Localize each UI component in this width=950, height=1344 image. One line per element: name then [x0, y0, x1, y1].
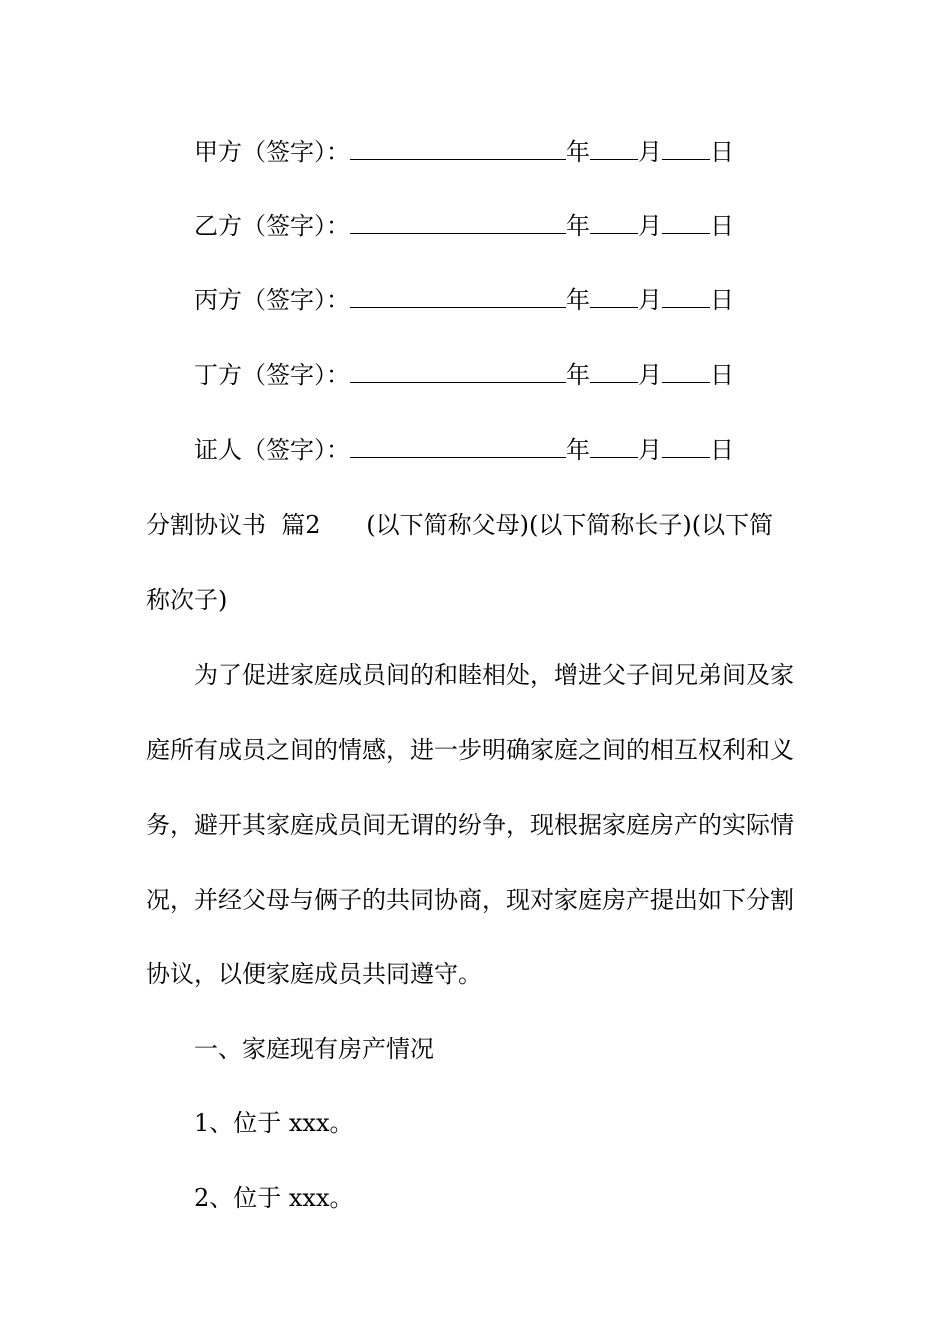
- intro-line-2: 庭所有成员之间的情感，进一步明确家庭之间的相互权利和义: [146, 736, 794, 764]
- intro-line-1: 为了促进家庭成员间的和睦相处，增进父子间兄弟间及家: [194, 661, 794, 689]
- signature-line-jia: [194, 137, 734, 167]
- month-label: 月: [638, 436, 662, 464]
- document-heading-line1: 分割协议书 篇2 (以下简称父母)(以下简称长子)(以下简: [146, 511, 774, 539]
- intro-line-4: 况，并经父母与俩子的共同协商，现对家庭房产提出如下分割: [146, 886, 794, 914]
- signature-blank: [350, 285, 566, 308]
- day-blank: [662, 435, 710, 458]
- month-label: 月: [638, 361, 662, 389]
- intro-line-5: 协议，以便家庭成员共同遵守。: [146, 960, 482, 988]
- year-label: 年: [566, 361, 590, 389]
- party-label: 乙方（签字）：: [194, 212, 350, 240]
- signature-blank: [350, 211, 566, 234]
- year-label: 年: [566, 286, 590, 314]
- party-label: 丙方（签字）：: [194, 286, 350, 314]
- party-label: 丁方（签字）：: [194, 361, 350, 389]
- day-blank: [662, 360, 710, 383]
- day-label: 日: [710, 138, 734, 166]
- year-label: 年: [566, 212, 590, 240]
- signature-line-yi: [194, 211, 734, 241]
- month-blank: [590, 360, 638, 383]
- day-label: 日: [710, 361, 734, 389]
- day-label: 日: [710, 286, 734, 314]
- month-label: 月: [638, 212, 662, 240]
- month-blank: [590, 435, 638, 458]
- month-label: 月: [638, 286, 662, 314]
- day-blank: [662, 211, 710, 234]
- day-label: 日: [710, 436, 734, 464]
- year-label: 年: [566, 436, 590, 464]
- section-item-1: 1、位于 xxx。: [194, 1109, 354, 1137]
- party-label: 甲方（签字）：: [194, 138, 350, 166]
- signature-blank: [350, 360, 566, 383]
- section-item-2: 2、位于 xxx。: [194, 1184, 354, 1212]
- signature-blank: [350, 137, 566, 160]
- day-blank: [662, 285, 710, 308]
- section-title: 一、家庭现有房产情况: [194, 1035, 434, 1063]
- month-blank: [590, 211, 638, 234]
- signature-line-witness: [194, 435, 734, 465]
- month-blank: [590, 137, 638, 160]
- day-blank: [662, 137, 710, 160]
- party-label: 证人（签字）：: [194, 436, 350, 464]
- month-blank: [590, 285, 638, 308]
- month-label: 月: [638, 138, 662, 166]
- document-heading-line2: 称次子): [146, 586, 228, 614]
- signature-blank: [350, 435, 566, 458]
- signature-line-ding: [194, 360, 734, 390]
- day-label: 日: [710, 212, 734, 240]
- year-label: 年: [566, 138, 590, 166]
- signature-line-bing: [194, 285, 734, 315]
- intro-line-3: 务，避开其家庭成员间无谓的纷争，现根据家庭房产的实际情: [146, 811, 794, 839]
